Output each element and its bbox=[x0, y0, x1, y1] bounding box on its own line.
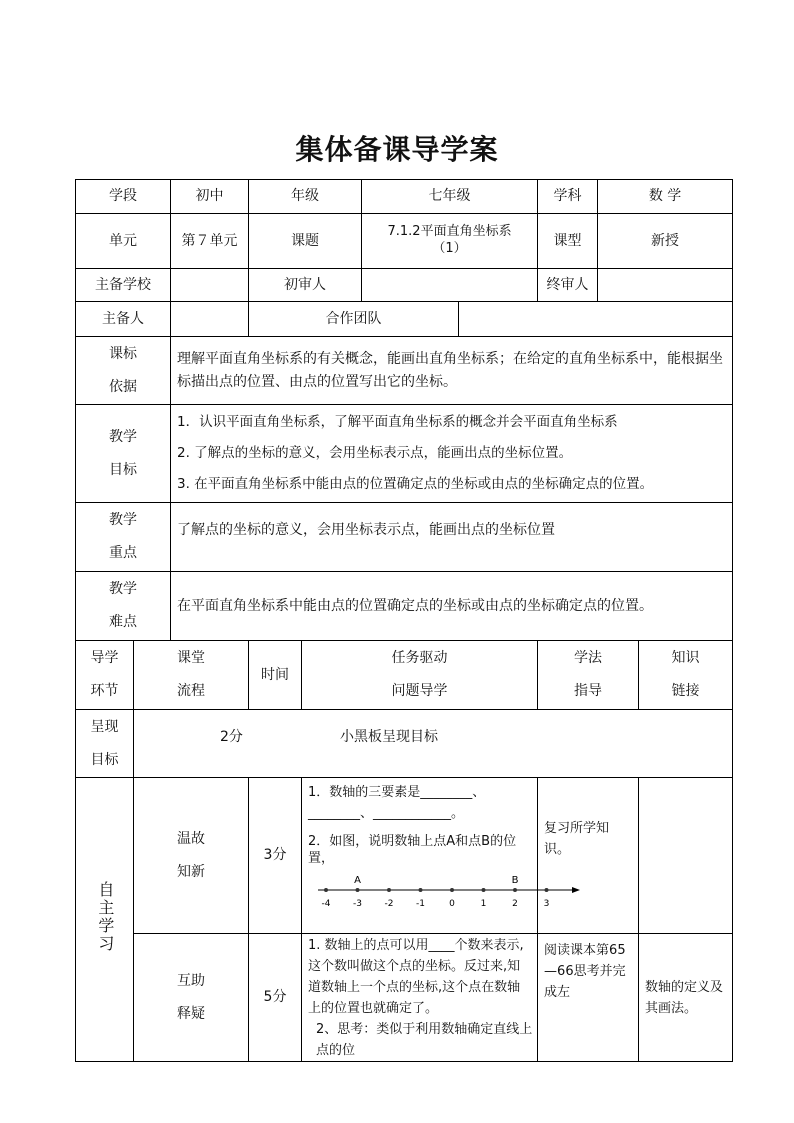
basis-label: 课标 依据 bbox=[76, 337, 171, 405]
mutual-time: 5分 bbox=[249, 934, 302, 1062]
goals-label: 教学 目标 bbox=[76, 405, 171, 503]
value-topic: 7.1.2平面直角坐标系（1） bbox=[362, 214, 538, 269]
basis-text: 理解平面直角坐标系的有关概念，能画出直角坐标系；在给定的直角坐标系中，能根据坐标描出点的位置、由点的位置写出它的坐标。 bbox=[171, 337, 733, 405]
self-study-label: 自主学习 bbox=[76, 778, 134, 1062]
key-point-text: 了解点的坐标的意义，会用坐标表示点，能画出点的坐标位置 bbox=[171, 503, 733, 572]
present-label: 呈现 目标 bbox=[76, 710, 134, 778]
tick-label: -4 bbox=[321, 898, 331, 909]
review-q1: 1．数轴的三要素是________、________、____________。 bbox=[308, 785, 486, 821]
value-stage: 初中 bbox=[171, 180, 249, 214]
header-task: 任务驱动 问题导学 bbox=[302, 641, 538, 710]
label-topic: 课题 bbox=[249, 214, 362, 269]
label-subject: 学科 bbox=[538, 180, 598, 214]
review-task bbox=[302, 778, 550, 934]
key-point-label: 教学 重点 bbox=[76, 503, 171, 572]
header-link: 知识 链接 bbox=[639, 641, 733, 710]
label-grade: 年级 bbox=[249, 180, 362, 214]
label-final-review: 终审人 bbox=[538, 269, 598, 302]
label-unit: 单元 bbox=[76, 214, 171, 269]
value-main-school bbox=[171, 269, 249, 302]
review-time: 3分 bbox=[249, 778, 302, 934]
tick-label: -2 bbox=[384, 898, 394, 909]
value-subject: 数 学 bbox=[598, 180, 733, 214]
number-line-point bbox=[356, 888, 360, 892]
tick-label: 2 bbox=[512, 898, 518, 909]
difficulty-text: 在平面直角坐标系中能由点的位置确定点的坐标或由点的坐标确定点的位置。 bbox=[171, 572, 733, 641]
goal-item: 3. 在平面直角坐标系中能由点的位置确定点的坐标或由点的坐标确定点的位置。 bbox=[177, 476, 654, 492]
tick-label: 3 bbox=[543, 898, 550, 909]
label-type: 课型 bbox=[538, 214, 598, 269]
present-content bbox=[134, 710, 733, 778]
goal-item: 2. 了解点的坐标的意义，会用坐标表示点，能画出点的坐标位置。 bbox=[177, 445, 573, 461]
value-team bbox=[459, 302, 733, 337]
number-line-point bbox=[324, 888, 328, 892]
value-type: 新授 bbox=[598, 214, 733, 269]
number-line-point bbox=[387, 888, 391, 892]
review-label: 温故 知新 bbox=[134, 778, 249, 934]
label-main-school: 主备学校 bbox=[76, 269, 171, 302]
number-line-point bbox=[545, 888, 549, 892]
present-task: 小黑板呈现目标 bbox=[340, 729, 438, 745]
tick-label: 0 bbox=[449, 898, 455, 909]
review-q2: 2．如图，说明数轴上点A和点B的位置， bbox=[308, 834, 517, 866]
page-title: 集体备课导学案 bbox=[295, 133, 499, 166]
number-line-point bbox=[482, 888, 486, 892]
value-final-review bbox=[598, 269, 733, 302]
header-method: 学法 指导 bbox=[538, 641, 639, 710]
mutual-link: 数轴的定义及其画法。 bbox=[639, 934, 733, 1062]
tick-label: 1 bbox=[480, 898, 487, 909]
difficulty-label: 教学 难点 bbox=[76, 572, 171, 641]
point-b-label: B bbox=[511, 874, 519, 886]
mutual-q2: 2、思考：类似于利用数轴确定直线上点的位 bbox=[316, 1022, 533, 1058]
mutual-guide: 阅读课本第65—66思考并完成左 bbox=[538, 934, 639, 1062]
number-line-point bbox=[419, 888, 423, 892]
lesson-plan-table bbox=[75, 179, 733, 1062]
number-line-point bbox=[513, 888, 517, 892]
label-team: 合作团队 bbox=[249, 302, 459, 337]
review-guide: 复习所学知识。 bbox=[538, 778, 639, 934]
label-first-review: 初审人 bbox=[249, 269, 362, 302]
header-stage: 导学 环节 bbox=[76, 641, 134, 710]
goal-item: 1．认识平面直角坐标系，了解平面直角坐标系的概念并会平面直角坐标系 bbox=[177, 414, 618, 430]
label-stage: 学段 bbox=[76, 180, 171, 214]
goals-list bbox=[171, 405, 733, 503]
number-line-point bbox=[450, 888, 454, 892]
mutual-task bbox=[302, 934, 538, 1062]
header-flow: 课堂 流程 bbox=[134, 641, 249, 710]
value-unit: 第７单元 bbox=[171, 214, 249, 269]
value-first-review bbox=[362, 269, 538, 302]
review-link bbox=[639, 778, 733, 934]
mutual-label: 互助 释疑 bbox=[134, 934, 249, 1062]
tick-label: -1 bbox=[416, 898, 425, 909]
point-a-label: A bbox=[354, 874, 361, 886]
value-main-preparer bbox=[171, 302, 249, 337]
value-grade: 七年级 bbox=[362, 180, 538, 214]
header-time: 时间 bbox=[249, 641, 302, 710]
label-main-preparer: 主备人 bbox=[76, 302, 171, 337]
tick-label: -3 bbox=[353, 898, 362, 909]
mutual-q1: 1. 数轴上的点可以用____个数来表示,这个数叫做这个点的坐标。反过来,知道数轴上一个点的坐标,这个点在数轴上的位置也就确定了。 bbox=[308, 938, 524, 1016]
present-time: 2分 bbox=[220, 729, 243, 745]
